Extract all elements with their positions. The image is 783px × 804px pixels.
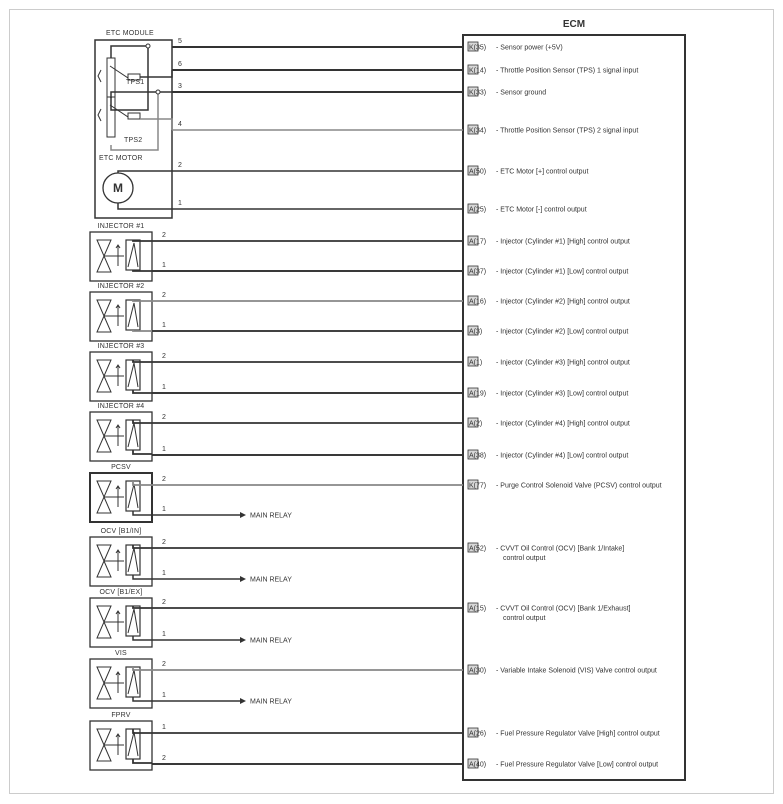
component-name: PCSV: [111, 464, 131, 471]
component-name: OCV [B1/IN]: [100, 528, 142, 535]
pin-number: 3: [178, 83, 182, 90]
ecm-pin-id: K(34): [469, 127, 487, 135]
etc-motor-title: ETC MOTOR: [99, 155, 143, 162]
ecm-pin-k34: [468, 125, 638, 135]
pin-number: 1: [162, 692, 166, 699]
ecm-pin-label: - ETC Motor [-] control output: [496, 206, 587, 214]
arrow-right-icon: [240, 637, 246, 643]
main-relay-label: MAIN RELAY: [250, 698, 292, 706]
ecm-pin-label: - Injector (Cylinder #4) [Low] control output: [496, 452, 629, 460]
ecm-pin-id: A(50): [469, 168, 487, 176]
internal-wire: [111, 92, 172, 98]
ecm-pin-label: - CVVT Oil Control (OCV) [Bank 1/Exhaust]: [496, 605, 631, 613]
wire: [133, 420, 463, 423]
component-ocv-b1-ex-: [90, 589, 463, 647]
ecm-pin-label: - Injector (Cylinder #4) [High] control output: [496, 420, 630, 428]
component-injector-2: [90, 283, 463, 341]
ecm-pin-label: - Variable Intake Solenoid (VIS) Valve control output: [496, 667, 657, 675]
ecm-pin-a19: [468, 388, 628, 398]
ecm-pin-a16: [468, 296, 630, 306]
rotation-arrow-icon: [98, 109, 101, 121]
main-relay-label: MAIN RELAY: [250, 512, 292, 520]
ecm-pin-id: A(25): [469, 206, 487, 214]
motor-symbol: M: [113, 181, 123, 195]
internal-wire: [118, 171, 172, 173]
pin-number: 1: [162, 446, 166, 453]
ecm-pin-label: - Injector (Cylinder #3) [Low] control output: [496, 390, 629, 398]
ecm-pin-id: A(30): [469, 667, 487, 675]
ecm-pin-label: - Throttle Position Sensor (TPS) 1 signal input: [496, 67, 639, 75]
pin-number: 5: [178, 38, 182, 45]
ecm-pin-id: K(14): [469, 67, 487, 75]
pin-number: 2: [162, 661, 166, 668]
wire: [133, 481, 463, 485]
ecm-pin-id: A(16): [469, 298, 487, 306]
ecm-pin-label: - Sensor power (+5V): [496, 44, 563, 52]
pin-number: 2: [162, 476, 166, 483]
sensor-element-icon: [128, 113, 140, 119]
component-pcsv: [90, 464, 463, 522]
pin-number: 6: [178, 61, 182, 68]
component-ocv-b1-in-: [90, 528, 463, 586]
ecm-pin-a37: [468, 266, 628, 276]
component-injector-1: [90, 223, 463, 281]
tps2-label: TPS2: [124, 137, 143, 144]
rotation-arrow-icon: [98, 70, 101, 82]
pin-number: 4: [178, 121, 182, 128]
wire: [133, 300, 463, 301]
pin-number: 1: [162, 724, 166, 731]
main-relay-label: MAIN RELAY: [250, 576, 292, 584]
pin-number: 2: [162, 353, 166, 360]
component-name: INJECTOR #3: [97, 343, 145, 350]
ecm-pin-id: A(37): [469, 268, 487, 276]
ecm-pin-label: - CVVT Oil Control (OCV) [Bank 1/Intake]: [496, 545, 625, 553]
component-name: INJECTOR #1: [97, 223, 145, 230]
pin-number: 1: [178, 200, 182, 207]
arrow-right-icon: [240, 698, 246, 704]
component-name: INJECTOR #4: [97, 403, 145, 410]
ecm-pin-a2: [468, 418, 630, 428]
component-injector-3: [90, 343, 463, 401]
component-name: INJECTOR #2: [97, 283, 145, 290]
ecm-pin-id: K(33): [469, 89, 487, 97]
ecm-pin-k77: [468, 480, 662, 490]
ecm-pin-label: - Purge Control Solenoid Valve (PCSV) control output: [496, 482, 662, 490]
pin-number: 1: [162, 506, 166, 513]
pin-number: 1: [162, 262, 166, 269]
etc-module-title: ETC MODULE: [106, 30, 154, 37]
wire: [133, 545, 463, 548]
tps1-label: TPS1: [126, 79, 145, 86]
ecm-pin-a50: [468, 166, 588, 176]
component-fprv: [90, 712, 463, 770]
pin-number: 1: [162, 384, 166, 391]
component-vis: [90, 650, 463, 708]
ecm-pin-label: - Throttle Position Sensor (TPS) 2 signal input: [496, 127, 639, 135]
main-relay-label: MAIN RELAY: [250, 637, 292, 645]
pin-number: 2: [162, 232, 166, 239]
ecm-pin-a17: [468, 236, 630, 246]
pin-number: 1: [162, 570, 166, 577]
ecm-pin-label: - Fuel Pressure Regulator Valve [Low] control output: [496, 761, 659, 769]
wire: [133, 667, 463, 670]
pin-number: 2: [162, 755, 166, 762]
pin-number: 1: [162, 322, 166, 329]
ecm-pin-label-2: control output: [503, 615, 546, 622]
ecm-pin-label: - Injector (Cylinder #1) [High] control output: [496, 238, 630, 246]
ecm-pin-a26: [468, 728, 660, 738]
ecm-pin-a15: [468, 603, 631, 622]
ecm-pin-id: A(17): [469, 238, 487, 246]
arrow-right-icon: [240, 512, 246, 518]
ecm-pin-id: A(1): [469, 359, 483, 367]
ecm-pin-a40: [468, 759, 658, 769]
ecm-pin-label-2: control output: [503, 555, 546, 562]
ecm-pin-label: - Injector (Cylinder #3) [High] control output: [496, 359, 630, 367]
ecm-pin-k14: [468, 65, 638, 75]
ecm-pin-a38: [468, 450, 628, 460]
component-name: OCV [B1/EX]: [99, 589, 143, 596]
ecm-pin-id: A(15): [469, 605, 487, 613]
wire: [133, 240, 463, 241]
component-name: VIS: [115, 650, 127, 657]
pin-number: 2: [162, 539, 166, 546]
ecm-pin-id: A(19): [469, 390, 487, 398]
pin-number: 1: [162, 631, 166, 638]
pin-number: 2: [162, 414, 166, 421]
splice-icon: [146, 44, 150, 48]
internal-wire: [140, 119, 172, 130]
ecm-pin-k35: [468, 42, 563, 52]
ecm-pin-label: - Injector (Cylinder #2) [High] control output: [496, 298, 630, 306]
component-name: FPRV: [111, 712, 131, 719]
internal-wire: [140, 70, 172, 77]
pin-number: 2: [178, 162, 182, 169]
ecm-pin-k33: [468, 87, 546, 97]
ecm-pin-id: K(35): [469, 44, 487, 52]
ecm-pin-a3: [468, 326, 628, 336]
ecm-pin-id: A(52): [469, 545, 487, 553]
ecm-pin-label: - ETC Motor [+] control output: [496, 168, 589, 176]
pin-number: 2: [162, 599, 166, 606]
splice-icon: [156, 90, 160, 94]
wire: [133, 360, 463, 362]
ecm-pin-label: - Fuel Pressure Regulator Valve [High] control output: [496, 730, 660, 738]
ecm-pin-id: A(26): [469, 730, 487, 738]
ecm-pin-id: A(3): [469, 328, 483, 336]
ecm-pin-id: A(2): [469, 420, 483, 428]
pin-number: 2: [162, 292, 166, 299]
ecm-pin-id: K(77): [469, 482, 487, 490]
ecm-pin-label: - Injector (Cylinder #2) [Low] control output: [496, 328, 629, 336]
ecm-pin-a25: [468, 204, 587, 214]
ecm-pin-a30: [468, 665, 657, 675]
ecm-pin-id: A(38): [469, 452, 487, 460]
wire: [133, 729, 463, 733]
ecm-pin-a52: [468, 543, 624, 562]
arrow-right-icon: [240, 576, 246, 582]
ecm-pin-label: - Injector (Cylinder #1) [Low] control output: [496, 268, 629, 276]
wire: [133, 606, 463, 608]
internal-wire: [118, 203, 172, 209]
component-injector-4: [90, 403, 463, 461]
ecm-pin-id: A(40): [469, 761, 487, 769]
ecm-pin-a1: [468, 357, 630, 367]
ecm-pin-label: - Sensor ground: [496, 89, 547, 97]
ecm-title: ECM: [562, 19, 586, 30]
